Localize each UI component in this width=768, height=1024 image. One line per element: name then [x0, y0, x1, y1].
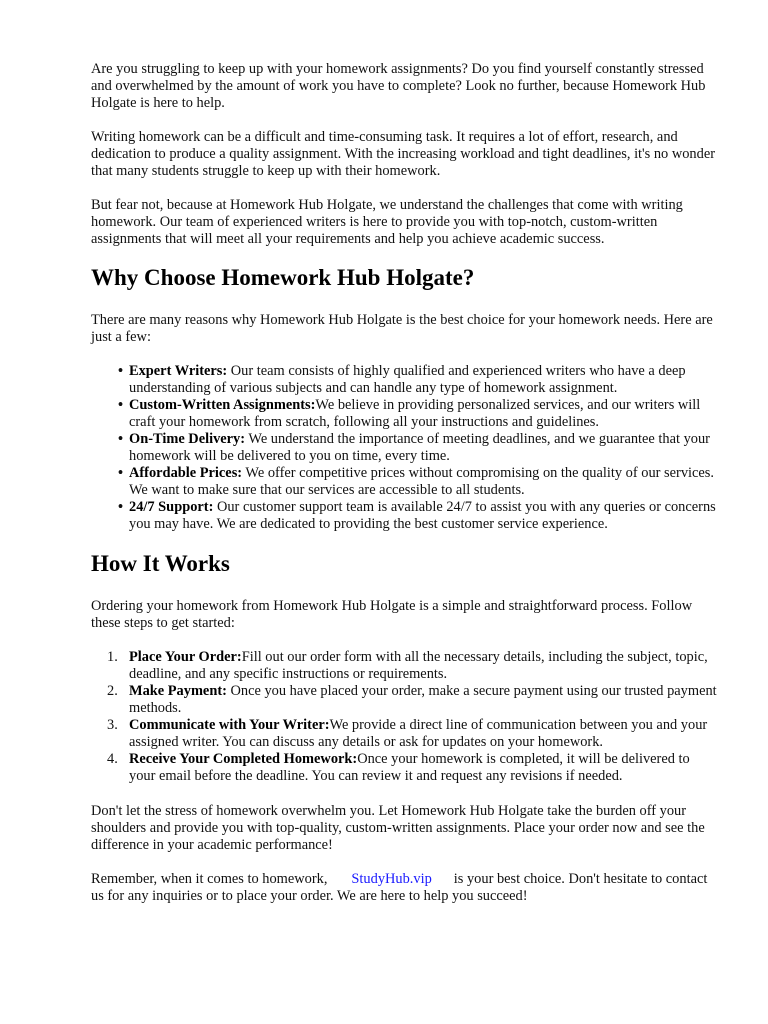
feature-item	[118, 465, 718, 499]
final-text-after: is your best choice. Don't hesitate to contact us for any inquiries or to place your order. We are here to help you succeed!	[91, 871, 708, 904]
step-title: Receive Your Completed Homework:	[129, 751, 358, 767]
how-intro-paragraph: Ordering your homework from Homework Hub Holgate is a simple and straightforward process. Follow these steps to get started:	[91, 598, 693, 631]
step-text: Fill out our order form with all the necessary details, including the subject, topic, deadline, and any specific instructions or requirements.	[129, 649, 708, 682]
step-text: We provide a direct line of communication between you and your assigned writer. You can discuss any details or ask for updates on your homework.	[129, 717, 708, 750]
feature-text: We understand the importance of meeting deadlines, and we guarantee that your homework will be delivered to you on time, every time.	[129, 431, 710, 464]
closing-paragraph: Don't let the stress of homework overwhelm you. Let Homework Hub Holgate take the burden off your shoulders and provide you with top-quality, custom-written assignments. Place your order now and see the difference in your academic performance!	[91, 803, 705, 853]
feature-item	[118, 363, 718, 397]
step-number: 3.	[107, 717, 118, 733]
feature-item	[118, 431, 718, 465]
step-item	[107, 683, 718, 717]
why-intro-paragraph: There are many reasons why Homework Hub Holgate is the best choice for your homework needs. Here are just a few:	[91, 312, 713, 345]
bullet-icon: •	[118, 499, 124, 515]
bullet-icon: •	[118, 431, 124, 447]
feature-title: Custom-Written Assignments:	[129, 397, 316, 413]
intro-paragraph-1: Are you struggling to keep up with your homework assignments? Do you find yourself constantly stressed and overwhelmed by the amount of work you have to complete? Look no further, because Homework Hub Holgate is here to help.	[91, 61, 706, 111]
feature-title: Affordable Prices:	[129, 465, 243, 481]
step-item	[107, 649, 718, 683]
steps-list	[91, 649, 718, 785]
step-title: Communicate with Your Writer:	[129, 717, 330, 733]
step-number: 1.	[107, 649, 118, 665]
how-it-works-heading: How It Works	[91, 551, 230, 576]
step-text: Once your homework is completed, it will be delivered to your email before the deadline. You can review it and request any revisions if needed.	[129, 751, 690, 784]
feature-text: Our team consists of highly qualified and experienced writers who have a deep understanding of various subjects and can handle any type of homework assignment.	[129, 363, 686, 396]
feature-text: We believe in providing personalized services, and our writers will craft your homework from scratch, following all your instructions and guidelines.	[129, 397, 701, 430]
bullet-icon: •	[118, 397, 124, 413]
features-list	[91, 363, 718, 533]
step-text: Once you have placed your order, make a secure payment using our trusted payment methods.	[129, 683, 717, 716]
studyhub-link[interactable]: StudyHub.vip	[351, 871, 432, 887]
why-choose-heading: Why Choose Homework Hub Holgate?	[91, 265, 475, 290]
step-number: 4.	[107, 751, 118, 767]
step-number: 2.	[107, 683, 118, 699]
bullet-icon: •	[118, 363, 124, 379]
feature-title: Expert Writers:	[129, 363, 228, 379]
feature-item	[118, 499, 718, 533]
step-item	[107, 751, 718, 785]
feature-item	[118, 397, 718, 431]
feature-title: 24/7 Support:	[129, 499, 214, 515]
intro-paragraph-3: But fear not, because at Homework Hub Holgate, we understand the challenges that come with writing homework. Our team of experienced writers is here to provide you with top-notch, custom-written assignments that will meet all your requirements and help you achieve academic success.	[91, 197, 683, 247]
final-paragraph	[91, 871, 718, 905]
feature-title: On-Time Delivery:	[129, 431, 246, 447]
step-item	[107, 717, 718, 751]
step-title: Make Payment:	[129, 683, 227, 699]
feature-text: Our customer support team is available 24/7 to assist you with any queries or concerns you may have. We are dedicated to providing the best customer service experience.	[129, 499, 716, 532]
final-text-before: Remember, when it comes to homework,	[91, 871, 328, 887]
bullet-icon: •	[118, 465, 124, 481]
feature-text: We offer competitive prices without compromising on the quality of our services. We want to make sure that our services are accessible to all students.	[129, 465, 714, 498]
step-title: Place Your Order:	[129, 649, 242, 665]
intro-paragraph-2: Writing homework can be a difficult and time-consuming task. It requires a lot of effort, research, and dedication to produce a quality assignment. With the increasing workload and tight deadlines, it's no wonder that many students struggle to keep up with their homework.	[91, 129, 715, 179]
